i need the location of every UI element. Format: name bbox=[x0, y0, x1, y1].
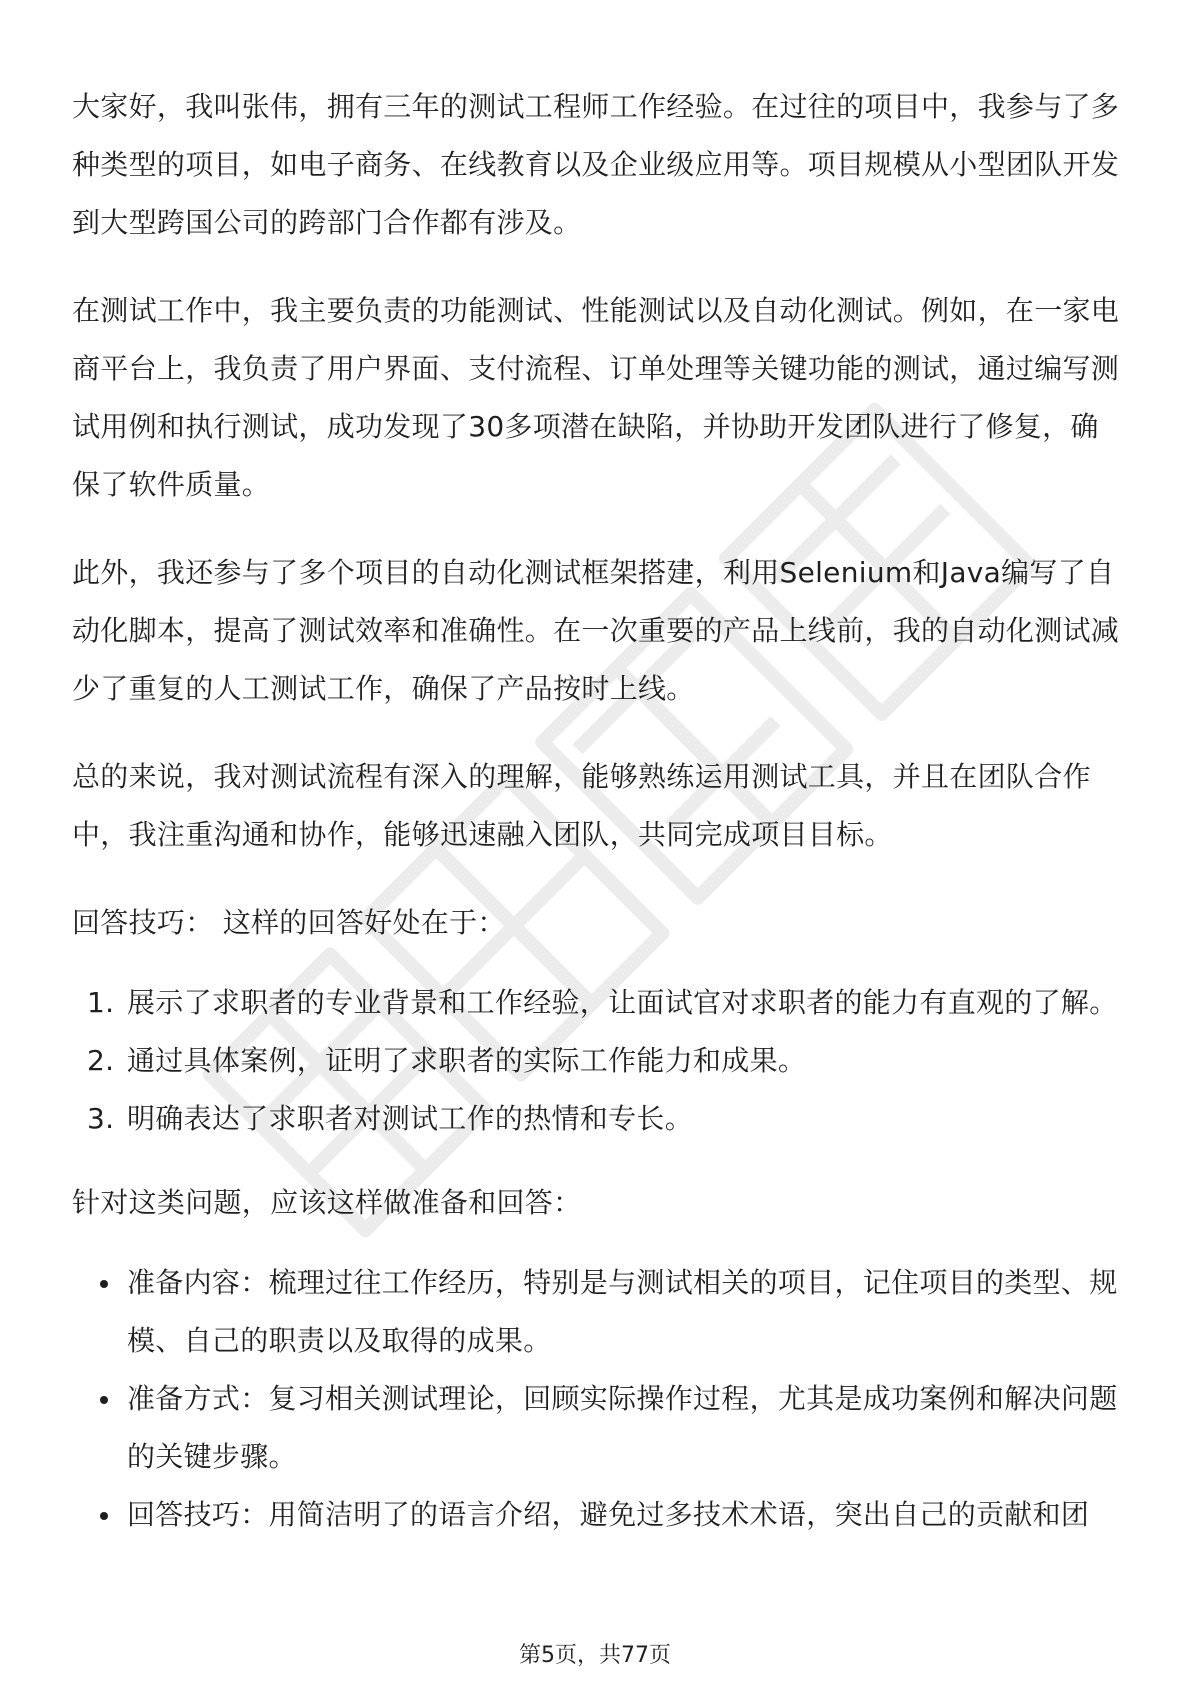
page-footer: 第5页，共77页 bbox=[519, 1643, 671, 1668]
summary-paragraph: 总的来说，我对测试流程有深入的理解，能够熟练运用测试工具，并且在团队合作中，我注重沟通和协作，能够迅速融入团队，共同完成项目目标。 bbox=[72, 760, 1091, 851]
list-item-text: 明确表达了求职者对测试工作的热情和专长。 bbox=[127, 1102, 694, 1135]
list-number: 2. bbox=[87, 1044, 115, 1077]
list-number: 3. bbox=[87, 1102, 115, 1135]
list-item bbox=[72, 1254, 1122, 1370]
list-item-text: 通过具体案例，证明了求职者的实际工作能力和成果。 bbox=[127, 1044, 807, 1077]
document-body bbox=[72, 78, 1122, 1544]
tips-heading: 回答技巧： 这样的回答好处在于： bbox=[72, 906, 506, 939]
list-item-text: 准备方式：复习相关测试理论，回顾实际操作过程，尤其是成功案例和解决问题的关键步骤。 bbox=[127, 1382, 1118, 1473]
list-item bbox=[72, 1032, 1122, 1090]
intro-paragraph: 大家好，我叫张伟，拥有三年的测试工程师工作经验。在过往的项目中，我参与了多种类型的项目，如电子商务、在线教育以及企业级应用等。项目规模从小型团队开发到大型跨国公司的跨部门合作都有涉及。 bbox=[72, 90, 1120, 239]
bullet-icon bbox=[100, 1280, 108, 1288]
list-item-text: 展示了求职者的专业背景和工作经验，让面试官对求职者的能力有直观的了解。 bbox=[127, 986, 1118, 1019]
list-item bbox=[72, 1370, 1122, 1486]
list-item-text: 准备内容：梳理过往工作经历，特别是与测试相关的项目，记住项目的类型、规模、自己的职责以及取得的成果。 bbox=[127, 1266, 1118, 1357]
preparation-heading: 针对这类问题，应该这样做准备和回答： bbox=[72, 1186, 582, 1219]
list-number: 1. bbox=[87, 986, 115, 1019]
automation-paragraph: 此外，我还参与了多个项目的自动化测试框架搭建，利用Selenium和Java编写了自动化脚本，提高了测试效率和准确性。在一次重要的产品上线前，我的自动化测试减少了重复的人工测试工作，确保了产品按时上线。 bbox=[72, 556, 1120, 705]
list-item bbox=[72, 1090, 1122, 1148]
list-item-text: 回答技巧：用简洁明了的语言介绍，避免过多技术术语，突出自己的贡献和团 bbox=[127, 1498, 1090, 1531]
list-item bbox=[72, 974, 1122, 1032]
benefits-list bbox=[72, 974, 1122, 1148]
bullet-icon bbox=[100, 1512, 108, 1520]
testing-work-paragraph: 在测试工作中，我主要负责的功能测试、性能测试以及自动化测试。例如，在一家电商平台上，我负责了用户界面、支付流程、订单处理等关键功能的测试，通过编写测试用例和执行测试，成功发现了30多项潜在缺陷，并协助开发团队进行了修复，确保了软件质量。 bbox=[72, 294, 1120, 501]
list-item bbox=[72, 1486, 1122, 1544]
preparation-list bbox=[72, 1254, 1122, 1544]
bullet-icon bbox=[100, 1396, 108, 1404]
